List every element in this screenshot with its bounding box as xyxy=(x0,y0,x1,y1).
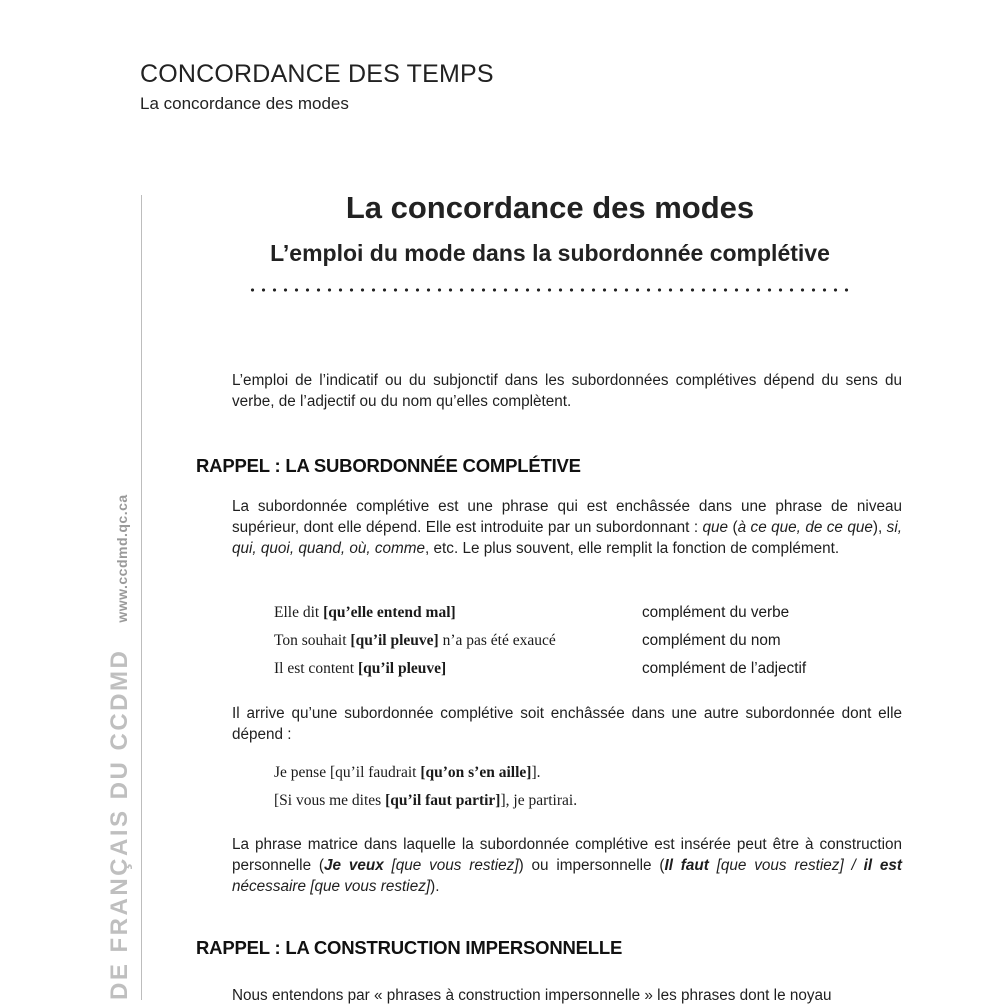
nested-paragraph: Il arrive qu’une subordonnée complétive soit enchâssée dans une autre subordonnée dont elle dépend : xyxy=(232,705,902,743)
page-subtitle: L’emploi du mode dans la subordonnée complétive xyxy=(270,240,830,266)
example-row xyxy=(274,632,894,654)
page-title: La concordance des modes xyxy=(345,190,755,225)
intro-paragraph: L’emploi de l’indicatif ou du subjonctif dans les subordonnées complétives dépend du sens du verbe, de l’adjectif ou du nom qu’elles complètent. xyxy=(232,372,902,410)
example-function: complément du verbe xyxy=(642,604,790,621)
example-sentence: Ton souhait [qu’il pleuve] n’a pas été exaucé xyxy=(274,632,556,649)
example-row xyxy=(274,660,894,682)
example-sentence: Elle dit [qu’elle entend mal] xyxy=(274,604,456,621)
completive-definition: La subordonnée complétive est une phrase qui est enchâssée dans une phrase de niveau supérieur, dont elle dépend. Elle est introduite par un subordonnant : que (à ce que, de ce que), si, qui, quoi, quand, où, comme, etc. Le plus souvent, elle remplit la fonction de complément. xyxy=(232,498,902,557)
nested-example: Je pense [qu’il faudrait [qu’on s’en aille]]. xyxy=(274,764,541,781)
example-sentence: Il est content [qu’il pleuve] xyxy=(274,660,447,677)
series-name: DE FRANÇAIS DU CCDMD xyxy=(106,648,133,1000)
example-row xyxy=(274,604,894,626)
site-url: www.ccdmd.qc.ca xyxy=(114,494,130,623)
dotted-separator xyxy=(247,287,852,293)
section-heading-completive: RAPPEL : LA SUBORDONNÉE COMPLÉTIVE xyxy=(196,455,581,476)
matrix-paragraph: La phrase matrice dans laquelle la subordonnée complétive est insérée peut être à construction personnelle (Je veux [que vous restiez]) ou impersonnelle (Il faut [que vous restiez] / il est nécessaire [que vous restiez]). xyxy=(232,836,903,895)
section-heading-impersonnelle: RAPPEL : LA CONSTRUCTION IMPERSONNELLE xyxy=(196,937,623,958)
side-branding xyxy=(106,494,142,1000)
example-function: complément de l’adjectif xyxy=(642,660,807,677)
impersonnelle-paragraph: Nous entendons par « phrases à construction impersonnelle » les phrases dont le noyau xyxy=(232,987,832,1004)
running-subtitle: La concordance des modes xyxy=(140,94,349,113)
nested-example: [Si vous me dites [qu’il faut partir]], je partirai. xyxy=(274,792,578,809)
running-title: CONCORDANCE DES TEMPS xyxy=(140,60,494,88)
example-function: complément du nom xyxy=(642,632,781,649)
